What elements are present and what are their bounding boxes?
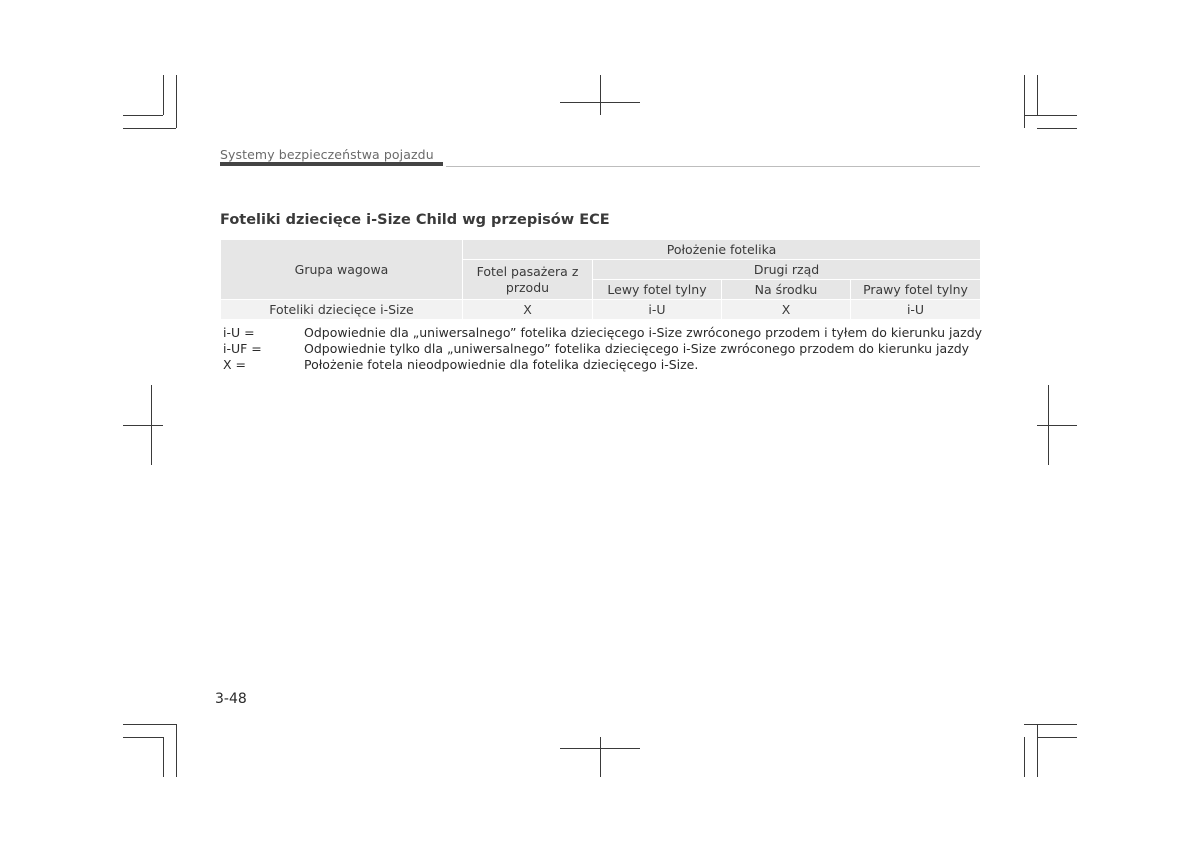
running-header: Systemy bezpieczeństwa pojazdu [220,147,434,162]
position-header: Położenie fotelika [463,240,981,260]
table-row [221,300,981,320]
cell-rear-right: i-U [851,300,981,320]
header-bar [220,162,443,166]
cell-rear-center: X [722,300,851,320]
rear-center-header: Na środku [722,280,851,300]
second-row-header: Drugi rząd [593,260,981,280]
legend-key: i-U = [223,325,255,340]
cell-rear-left: i-U [593,300,722,320]
legend-text: Odpowiednie tylko dla „uniwersalnego” fotelika dziecięcego i-Size zwróconego przodem do kierunku jazdy [304,341,970,356]
front-passenger-header: Fotel pasażera z przodu [463,260,593,300]
page-number: 3-48 [215,691,247,707]
rear-right-header: Prawy fotel tylny [851,280,981,300]
rear-left-header: Lewy fotel tylny [593,280,722,300]
legend-key: X = [223,357,247,372]
header-rule [446,166,980,167]
group-header: Grupa wagowa [221,240,463,300]
section-title: Foteliki dziecięce i-Size Child wg przepisów ECE [220,212,610,228]
legend-key: i-UF = [223,341,262,356]
row-label: Foteliki dziecięce i-Size [221,300,463,320]
legend-text: Położenie fotela nieodpowiednie dla fotelika dziecięcego i-Size. [304,357,699,372]
seat-position-table [220,239,981,320]
legend-text: Odpowiednie dla „uniwersalnego” fotelika dziecięcego i-Size zwróconego przodem i tyłem do kierunku jazdy [304,325,983,340]
cell-front-passenger: X [463,300,593,320]
